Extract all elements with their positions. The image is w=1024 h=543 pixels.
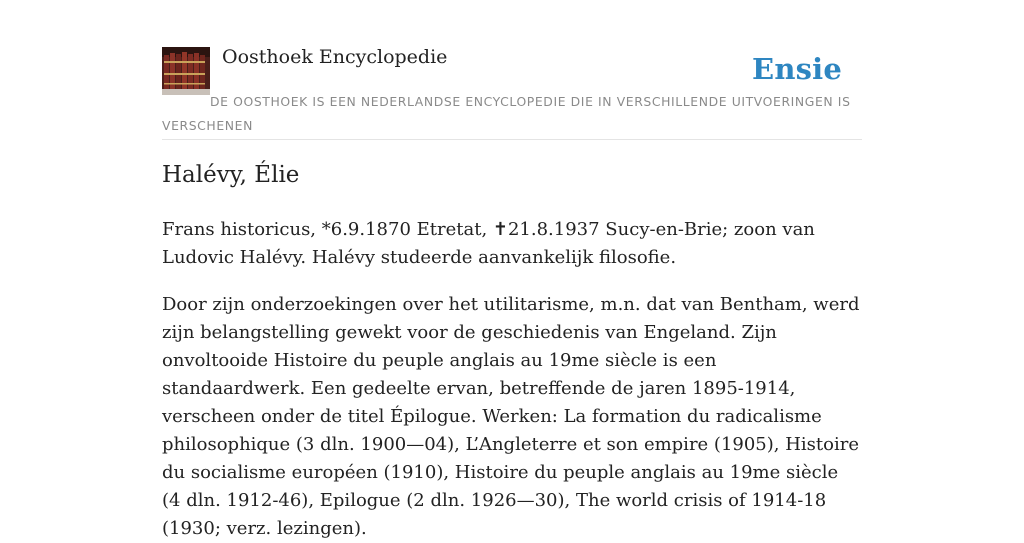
books-icon [162, 47, 210, 95]
encyclopedia-books-avatar[interactable] [162, 47, 210, 95]
content-container [162, 0, 862, 539]
site-tagline: DE OOSTHOEK IS EEN NEDERLANDSE ENCYCLOPEDIE DIE IN VERSCHILLENDE UITVOERINGEN IS VERSCHENEN [162, 94, 851, 133]
ensie-logo-link[interactable]: Ensie [752, 52, 842, 86]
article-paragraph-1: Frans historicus, *6.9.1870 Etretat, ✝21.8.1937 Sucy-en-Brie; zoon van Ludovic Halévy. Halévy studeerde aanvankelijk filosofie. [162, 219, 815, 268]
site-header [162, 0, 862, 140]
site-name[interactable]: Oosthoek Encyclopedie [222, 46, 448, 68]
article-paragraph-2: Door zijn onderzoekingen over het utilitarisme, m.n. dat van Bentham, werd zijn belangstelling gewekt voor de geschiedenis van Engeland. Zijn onvoltooide Histoire du peuple anglais au 19me siècle is een standaardwerk. Een gedeelte ervan, betreffende de jaren 1895-1914, verscheen onder de titel Épilogue. Werken: La formation du radicalisme philosophique (3 dln. 1900—04), L’Angleterre et son empire (1905), Histoire du socialisme européen (1910), Histoire du peuple anglais au 19me siècle (4 dln. 1912-46), Epilogue (2 dln. 1926—30), The world crisis of 1914-18 (1930; verz. lezingen). [162, 294, 860, 539]
article-title: Halévy, Élie [162, 162, 300, 188]
